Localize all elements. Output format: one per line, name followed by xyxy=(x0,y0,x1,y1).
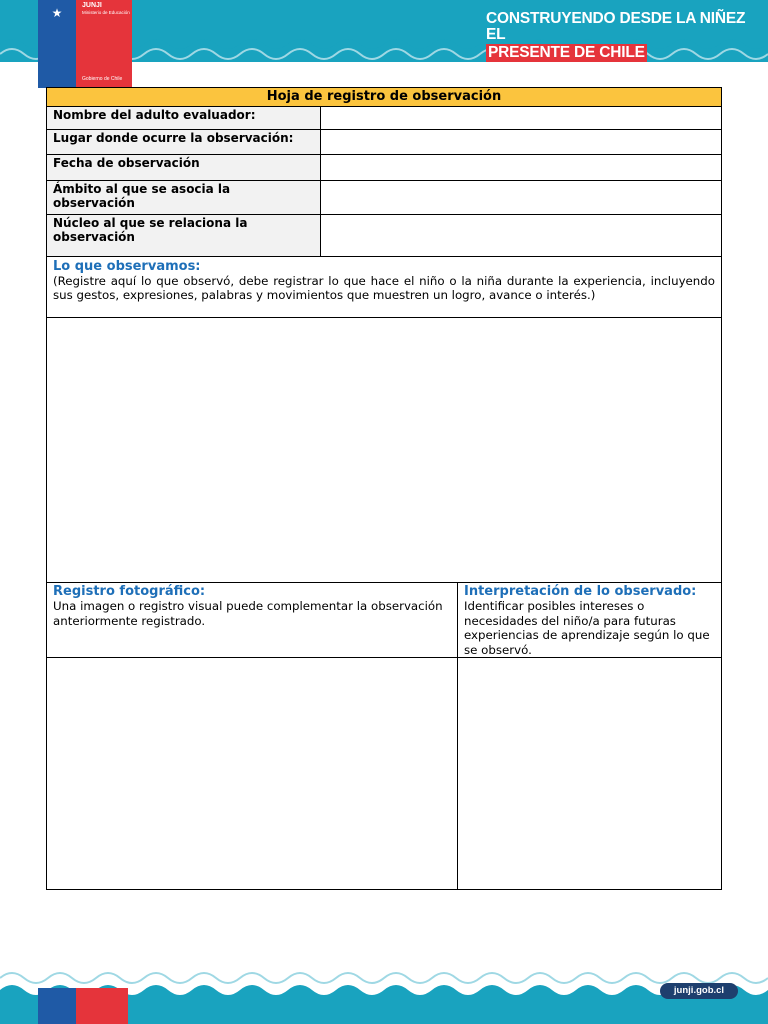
footer-blue-bar xyxy=(38,988,76,1024)
photo-interpretation-heading xyxy=(47,583,721,658)
field-label-location: Lugar donde ocurre la observación: xyxy=(47,130,321,154)
logo-ministry-name: Ministerio de Educación xyxy=(82,10,130,16)
logo-government-name: Gobierno de Chile xyxy=(82,76,123,82)
field-label-date: Fecha de observación xyxy=(47,155,321,180)
field-value-location[interactable] xyxy=(321,130,721,154)
field-value-evaluator[interactable] xyxy=(321,107,721,129)
junji-logo xyxy=(38,0,132,88)
observation-description: (Registre aquí lo que observó, debe registrar lo que hace el niño o la niña durante la experiencia, incluyendo sus gestos, expresiones, palabras y movimientos que muestren un logro, avance o interés.) xyxy=(53,274,715,302)
field-label-evaluator: Nombre del adulto evaluador: xyxy=(47,107,321,129)
star-icon: ★ xyxy=(51,6,63,20)
observation-sheet xyxy=(46,87,722,890)
slogan-line-1: CONSTRUYENDO DESDE LA NIÑEZ EL xyxy=(486,10,746,43)
logo-blue-bar xyxy=(38,0,76,88)
field-value-date[interactable] xyxy=(321,155,721,180)
observation-text-area[interactable] xyxy=(47,318,721,583)
site-link[interactable]: junji.gob.cl xyxy=(660,983,738,999)
slogan xyxy=(486,11,768,62)
interpretation-title: Interpretación de lo observado: xyxy=(464,584,697,599)
field-label-scope: Ámbito al que se asocia la observación xyxy=(47,181,321,214)
interpretation-area[interactable] xyxy=(458,658,721,889)
photo-title: Registro fotográfico: xyxy=(53,584,206,599)
field-row-core xyxy=(47,215,721,257)
interpretation-text xyxy=(464,584,715,657)
field-row-evaluator xyxy=(47,107,721,130)
logo-org-name: JUNJI xyxy=(82,2,102,9)
field-value-core[interactable] xyxy=(321,215,721,256)
interpretation-heading xyxy=(458,583,721,657)
observation-title: Lo que observamos: xyxy=(53,259,201,274)
observation-heading xyxy=(47,257,721,318)
field-row-location xyxy=(47,130,721,155)
logo-text xyxy=(82,2,130,16)
photo-interpretation-body xyxy=(47,658,721,889)
photo-description: Una imagen o registro visual puede complementar la observación anteriormente registrado. xyxy=(53,599,443,628)
field-row-scope xyxy=(47,181,721,215)
sheet-title: Hoja de registro de observación xyxy=(47,88,721,107)
field-value-scope[interactable] xyxy=(321,181,721,214)
photo-heading xyxy=(47,583,458,657)
field-label-core: Núcleo al que se relaciona la observación xyxy=(47,215,321,256)
photo-area[interactable] xyxy=(47,658,458,889)
field-row-date xyxy=(47,155,721,181)
slogan-line-2: PRESENTE DE CHILE xyxy=(488,44,645,61)
interpretation-description: Identificar posibles intereses o necesidades del niño/a para futuras experiencias de aprendizaje según lo que se observó. xyxy=(464,599,710,657)
footer-red-bar xyxy=(76,988,128,1024)
